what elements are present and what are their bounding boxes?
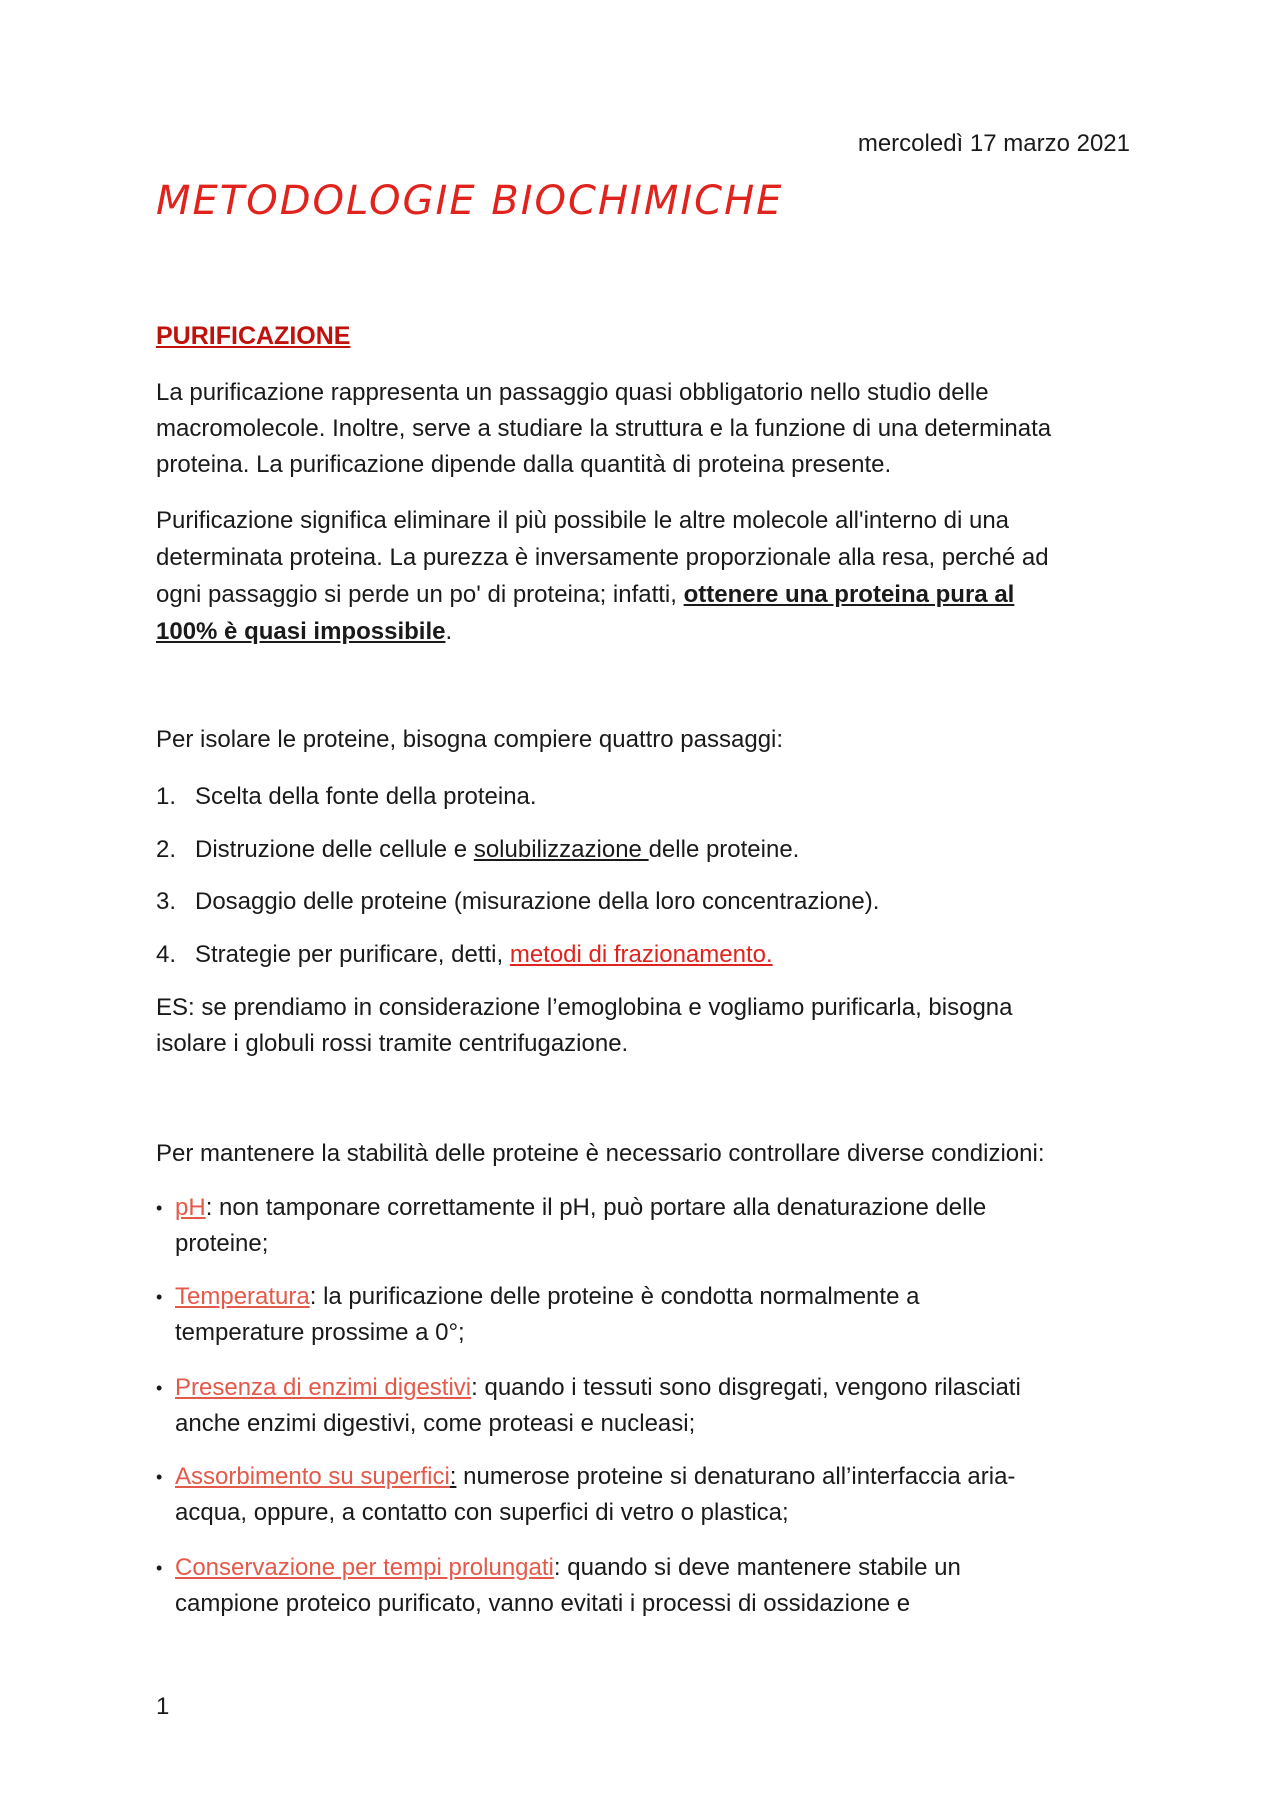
list-item-condition-temperature [156, 1279, 1136, 1351]
text-line: . [445, 618, 453, 645]
text-line: macromolecole. Inoltre, serve a studiare la struttura e la funzione di una determinata [156, 415, 1052, 442]
list-item-text: : la purificazione delle proteine è condotta normalmente a [309, 1283, 920, 1310]
bullet-icon: • [156, 1287, 163, 1307]
list-item-step-3 [156, 884, 1136, 920]
page-number: 1 [156, 1693, 170, 1720]
list-item-text: delle proteine. [648, 836, 800, 863]
list-item-text: temperature prossime a 0°; [175, 1319, 465, 1346]
list-item-text: Distruzione delle cellule e [195, 836, 474, 863]
text-line: ES: se prendiamo in considerazione l’emoglobina e vogliamo purificarla, bisogna [156, 994, 1013, 1021]
bullet-icon: • [156, 1558, 163, 1578]
list-number: 1. [156, 783, 177, 810]
bullet-icon: • [156, 1467, 163, 1487]
list-item-condition-absorption [156, 1459, 1136, 1531]
paragraph-steps-intro [156, 722, 1136, 758]
text-line: isolare i globuli rossi tramite centrifugazione. [156, 1030, 629, 1057]
list-item-condition-storage [156, 1550, 1136, 1622]
condition-term-link[interactable]: Presenza di enzimi digestivi [175, 1374, 472, 1401]
list-item-step-1 [156, 779, 1136, 815]
list-item-text: Strategie per purificare, detti, [195, 941, 510, 968]
list-item-text: acqua, oppure, a contatto con superfici di vetro o plastica; [175, 1499, 789, 1526]
text-line: Purificazione significa eliminare il più possibile le altre molecole all'interno di una [156, 507, 1010, 534]
condition-term-link[interactable]: Conservazione per tempi prolungati [175, 1554, 554, 1581]
list-item-text: Dosaggio delle proteine (misurazione della loro concentrazione). [195, 888, 880, 915]
text-line: Per mantenere la stabilità delle proteine è necessario controllare diverse condizioni: [156, 1140, 1045, 1167]
paragraph-purification-meaning [156, 502, 1136, 650]
list-item-text: : quando i tessuti sono disgregati, vengono rilasciati [471, 1374, 1021, 1401]
text-line: La purificazione rappresenta un passaggio quasi obbligatorio nello studio delle [156, 379, 989, 406]
list-item-text: campione proteico purificato, vanno evitati i processi di ossidazione e [175, 1590, 911, 1617]
list-number: 3. [156, 888, 177, 915]
paragraph-example [156, 990, 1136, 1062]
bullet-icon: • [156, 1378, 163, 1398]
list-item-text: : quando si deve mantenere stabile un [553, 1554, 961, 1581]
underlined-colon: : [449, 1463, 457, 1490]
list-item-text: proteine; [175, 1230, 269, 1257]
list-item-step-2 [156, 832, 1136, 868]
condition-term-link[interactable]: pH [175, 1194, 206, 1221]
document-date: mercoledì 17 marzo 2021 [857, 130, 1130, 157]
list-item-step-4 [156, 937, 1136, 973]
text-line: proteina. La purificazione dipende dalla quantità di proteina presente. [156, 451, 892, 478]
list-item-condition-enzymes [156, 1370, 1136, 1442]
list-item-text: Scelta della fonte della proteina. [195, 783, 537, 810]
list-item-condition-ph [156, 1190, 1136, 1262]
list-number: 2. [156, 836, 177, 863]
list-number: 4. [156, 941, 177, 968]
bullet-icon: • [156, 1198, 163, 1218]
condition-term-link[interactable]: Assorbimento su superfici [175, 1463, 450, 1490]
emphasis-text: ottenere una proteina pura al [683, 581, 1015, 608]
section-heading: PURIFICAZIONE [156, 322, 351, 350]
condition-term-link[interactable]: Temperatura [175, 1283, 310, 1310]
fractionation-methods-link[interactable]: metodi di frazionamento. [509, 941, 773, 968]
underlined-term: solubilizzazione [473, 836, 649, 863]
document-title: METODOLOGIE BIOCHIMICHE [156, 178, 784, 224]
text-line: Per isolare le proteine, bisogna compiere quattro passaggi: [156, 726, 784, 753]
paragraph-stability-intro [156, 1136, 1136, 1172]
text-line: determinata proteina. La purezza è inversamente proporzionale alla resa, perché ad [156, 544, 1049, 571]
paragraph-purification-intro [156, 375, 1136, 483]
list-item-text: : non tamponare correttamente il pH, può portare alla denaturazione delle [205, 1194, 987, 1221]
list-item-text: numerose proteine si denaturano all’interfaccia aria- [456, 1463, 1016, 1490]
emphasis-text: 100% è quasi impossibile [156, 618, 446, 645]
text-line: ogni passaggio si perde un po' di proteina; infatti, [156, 581, 684, 608]
list-item-text: anche enzimi digestivi, come proteasi e nucleasi; [175, 1410, 696, 1437]
